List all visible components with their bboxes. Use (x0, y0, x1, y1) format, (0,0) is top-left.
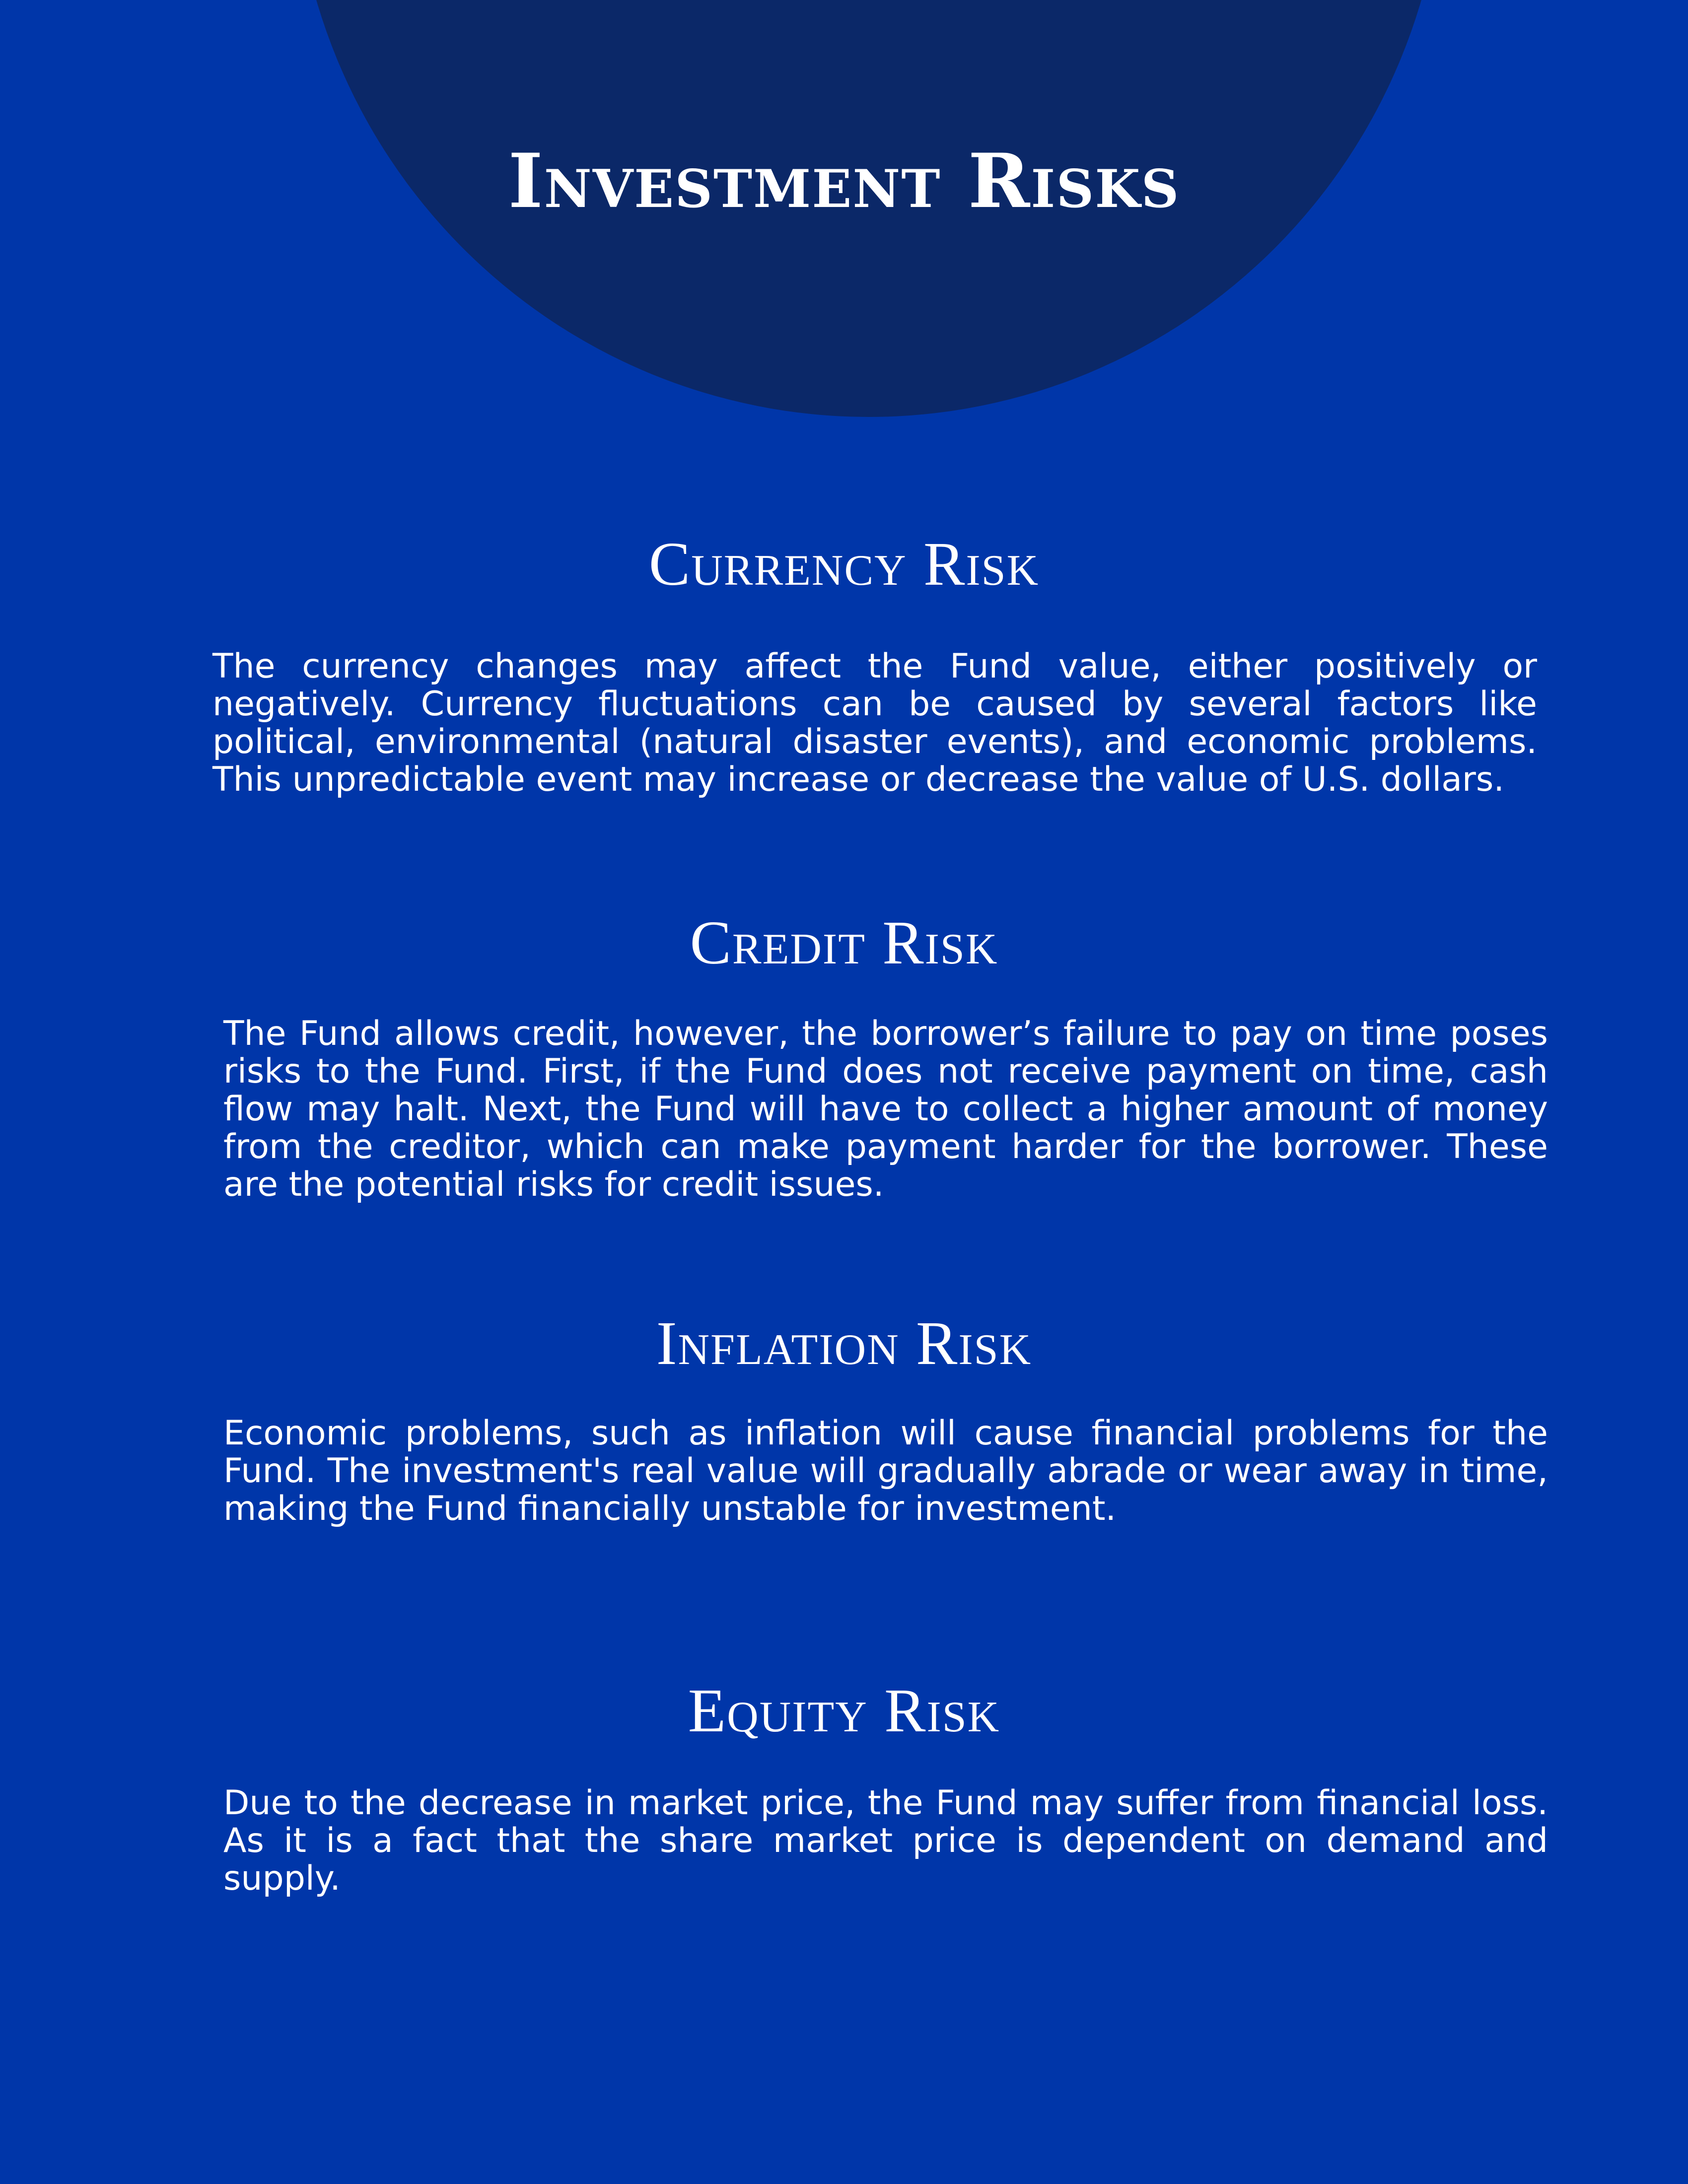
page-title: Investment Risks (508, 137, 1180, 225)
section-body-equity-risk: Due to the decrease in market price, the Fund may suffer from financial loss. As it is a fact that the share market price is dependent on demand and supply. (223, 1783, 1548, 1898)
section-heading-credit-risk: Credit Risk (690, 909, 998, 977)
section-body-inflation-risk: Economic problems, such as inflation will cause financial problems for the Fund. The investment's real value will gradually abrade or wear away in time, making the Fund financially unstable for investment. (223, 1414, 1548, 1528)
section-heading-inflation-risk: Inflation Risk (656, 1309, 1032, 1378)
section-heading-currency-risk: Currency Risk (648, 530, 1040, 599)
section-body-credit-risk: The Fund allows credit, however, the borrower’s failure to pay on time poses risks to the Fund. First, if the Fund does not receive payment on time, cash flow may halt. Next, the Fund will have to collect a higher amount of money from the creditor, which can make payment harder for the borrower. These are the potential risks for credit issues. (223, 1014, 1548, 1204)
section-body-currency-risk: The currency changes may affect the Fund value, either positively or negatively. Currency fluctuations can be caused by several factors like political, environmental (natural disaster events), and economic problems. This unpredictable event may increase or decrease the value of U.S. dollars. (212, 647, 1537, 799)
section-heading-equity-risk: Equity Risk (688, 1677, 1000, 1745)
